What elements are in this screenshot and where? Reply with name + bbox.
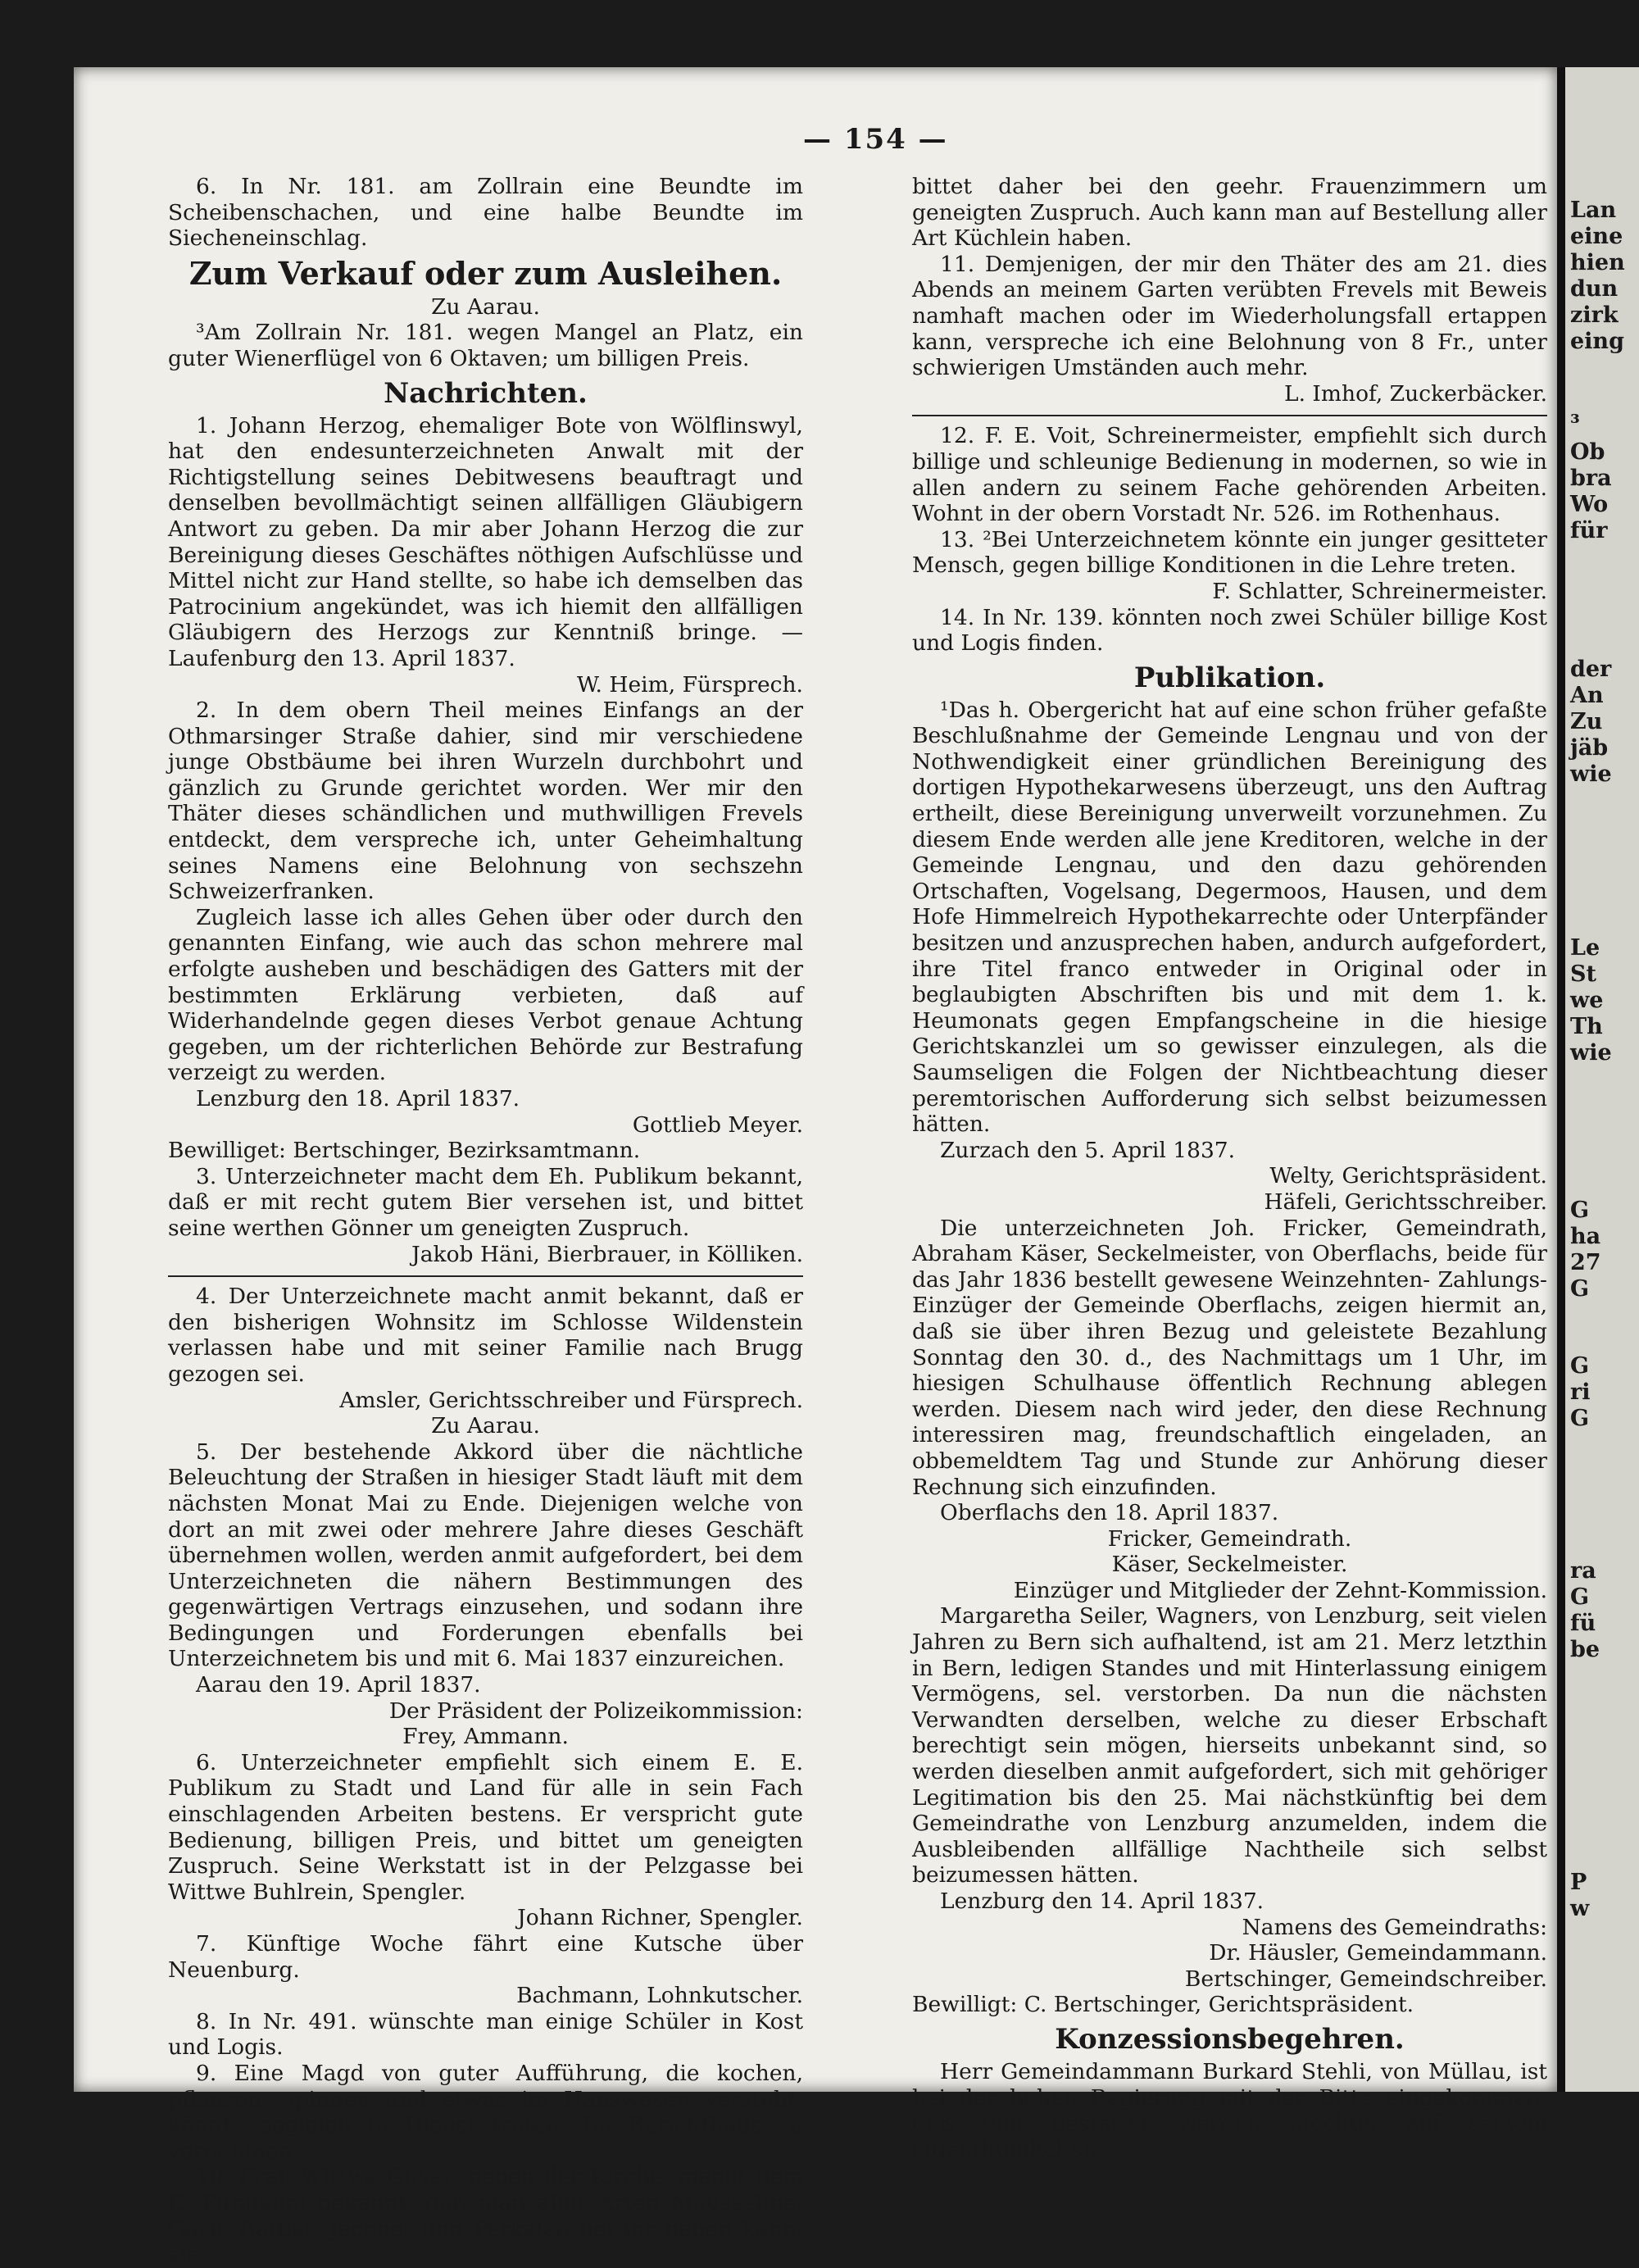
notice-1-signature: W. Heim, Fürsprech.	[576, 671, 803, 698]
notice-10-continued: bittet daher bei den geehr. Frauenzimmern um geneigten Zuspruch. Auch kann man auf Bestellung aller Art Küchlein haben.	[912, 174, 1547, 252]
fragment: G	[1570, 1584, 1590, 1610]
notice-2-date: Lenzburg den 18. April 1837.	[196, 1086, 520, 1111]
fragment: w	[1570, 1896, 1590, 1921]
heading-concession: Konzessionsbegehren.	[1055, 2022, 1405, 2056]
fragment: Lan	[1570, 198, 1617, 223]
fragment: P	[1570, 1870, 1587, 1895]
fragment: zirk	[1570, 302, 1619, 328]
fragment: An	[1570, 683, 1604, 708]
notice-12: 12. F. E. Voit, Schreinermeister, empfiehlt sich durch billige und schleunige Bedienung in modernen, so wie in allen andern zu seinem Fache gehörenden Arbeiten. Wohnt in der obern Vorstadt Nr. 526. im Rothenhaus.	[912, 423, 1547, 527]
divider	[168, 1275, 803, 1277]
fragment: G	[1570, 1406, 1590, 1431]
fragment: be	[1570, 1637, 1600, 1662]
fragment: dun	[1570, 276, 1619, 302]
seiler-signature-1: Namens des Gemeindraths:	[1242, 1914, 1547, 1940]
publication-signature-2: Häfeli, Gerichtsschreiber.	[1264, 1189, 1547, 1215]
fragment: ³	[1570, 411, 1580, 436]
page-gutter	[1557, 67, 1565, 2092]
sale-notice: ³Am Zollrain Nr. 181. wegen Mangel an Platz, ein guter Wienerflügel von 6 Oktaven; um billigen Preis.	[168, 320, 803, 371]
notice-10: 10. Frau Wittwe Guyer, neben der Kirche, macht dem E. Publikum bekannt, daß man aller Arten Mousseline, Gaze, Battist, Jaconet und Perkalen bei ihr haben kann, sie	[168, 2164, 803, 2268]
fricker-date: Oberflachs den 18. April 1837.	[940, 1500, 1279, 1526]
place-aarau: Zu Aarau.	[431, 293, 540, 320]
notice-8: 8. In Nr. 491. wünschte man einige Schüler in Kost und Logis.	[168, 2008, 803, 2061]
fragment: Zu	[1570, 709, 1603, 734]
fragment: für	[1570, 518, 1608, 543]
fragment: ha	[1570, 1224, 1601, 1249]
fragment: eine	[1570, 224, 1623, 249]
fragment: wie	[1570, 1040, 1612, 1066]
notice-13: 13. ²Bei Unterzeichnetem könnte ein junger gesitteter Mensch, gegen billige Konditionen in die Lehre treten.	[912, 526, 1547, 579]
fricker-signature-1: Fricker, Gemeindrath.	[1107, 1525, 1352, 1552]
notice-7-signature: Bachmann, Lohnkutscher.	[516, 1983, 803, 2009]
notice-5-date: Aarau den 19. April 1837.	[196, 1672, 481, 1698]
place-aarau-2: Zu Aarau.	[431, 1413, 540, 1439]
seiler-signature-2: Dr. Häusler, Gemeindammann.	[1209, 1940, 1547, 1966]
fragment: 27	[1570, 1250, 1601, 1275]
notice-7: 7. Künftige Woche fährt eine Kutsche über Neuenburg.	[168, 1931, 803, 1983]
right-column	[912, 174, 1547, 2162]
fragment: St	[1570, 961, 1596, 987]
fragment: eing	[1570, 329, 1624, 354]
notice-2-approval: Bewilliget: Bertschinger, Bezirksamtmann.	[168, 1138, 641, 1164]
notice-6-signature: Johann Richner, Spengler.	[517, 1905, 803, 1931]
heading-publication: Publikation.	[1133, 661, 1326, 694]
notice-11: 11. Demjenigen, der mir den Thäter des am 21. dies Abends an meinem Garten verübten Frevels mit Beweis namhaft machen oder im Wiederholungsfall ertappen kann, verspreche ich eine Belohnung von 8 Fr., unter schwierigen Umständen auch mehr.	[912, 251, 1547, 381]
next-page-edge	[1565, 67, 1639, 2092]
fragment: ri	[1570, 1379, 1591, 1405]
fragment: ra	[1570, 1558, 1596, 1584]
notice-13-signature: F. Schlatter, Schreinermeister.	[1212, 578, 1547, 604]
left-column	[168, 174, 803, 2268]
publication-text: ¹Das h. Obergericht hat auf eine schon früher gefaßte Beschlußnahme der Gemeinde Lengnau und von der Nothwendigkeit einer gründlichen Bereinigung des dortigen Hypothekarwesens überzeugt, uns den Auftrag ertheilt, diese Bereinigung unverweilt vorzunehmen. Zu diesem Ende werden alle jene Kreditoren, welche in der Gemeinde Lengnau, und den dazu gehörenden Ortschaften, Vogelsang, Degermoos, Hausen, und dem Hofe Himmelreich Hypothekarrechte oder Unterpfänder besitzen und anzusprechen haben, andurch aufgefordert, ihre Titel franco entweder in Original oder in beglaubigten Abschriften bis und mit dem 1. k. Heumonats gegen Empfangscheine in die hiesige Gerichtskanzlei um so gewisser einzulegen, als die Saumseligen die Folgen der Nichtbeachtung dieser peremtorischen Aufforderung sich selbst beizumessen hätten.	[912, 697, 1547, 1138]
fragment: Th	[1570, 1014, 1603, 1039]
notice-2-continued: Zugleich lasse ich alles Gehen über oder durch den genannten Einfang, wie auch das schon mehrere mal erfolgte ausheben und beschädigen des Gatters mit der bestimmten Erklärung verbieten, daß auf Widerhandelnde gegen dieses Verbot genaue Achtung gegeben, um der richterlichen Behörde zur Bestrafung verzeigt zu werden.	[168, 904, 803, 1086]
notice-5-signature-name: Frey, Ammann.	[402, 1724, 569, 1750]
fragment: we	[1570, 988, 1604, 1013]
fragment: wie	[1570, 761, 1612, 787]
heading-news: Nachrichten.	[384, 376, 588, 410]
seiler-notice: Margaretha Seiler, Wagners, von Lenzburg, seit vielen Jahren zu Bern sich aufhaltend, ist am 21. Merz letzthin in Bern, ledigen Standes und mit Hinterlassung einigem Vermögens, sel. verstorben. Da nun die nächsten Verwandten derselben, welche zu dieser Erbschaft berechtigt sein mögen, hierseits unbekannt sind, so werden dieselben anmit aufgefordert, sich mit gehöriger Legitimation bis den 25. Mai nächstkünftig bei dem Gemeindrathe von Lenzburg anzumelden, indem die Ausbleibenden allfällige Nachtheile sich selbst beizumessen hätten.	[912, 1603, 1547, 1888]
notice-14: 14. In Nr. 139. könnten noch zwei Schüler billige Kost und Logis finden.	[912, 604, 1547, 657]
notice-3-signature: Jakob Häni, Bierbrauer, in Kölliken.	[411, 1241, 803, 1267]
notice-4-signature: Amsler, Gerichtsschreiber und Fürsprech.	[339, 1387, 803, 1413]
notice-3: 3. Unterzeichneter macht dem Eh. Publikum bekannt, daß er mit recht gutem Bier versehen ist, und bittet seine werthen Gönner um geneigten Zuspruch.	[168, 1163, 803, 1241]
page-number: — 154 —	[803, 123, 948, 156]
fragment: fü	[1570, 1611, 1596, 1636]
fricker-signature-3: Einzüger und Mitglieder der Zehnt-Kommission.	[1013, 1577, 1547, 1603]
fragment: Ob	[1570, 439, 1605, 465]
notice-9: 9. Eine Magd von guter Aufführung, die kochen, pflanzen, spinnen und etwas im Hauswesen versteht, könnte sogleich in Dienst treten. Im Berichthaus zu vernehmen.	[168, 2060, 803, 2164]
fricker-notice: Die unterzeichneten Joh. Fricker, Gemeindrath, Abraham Käser, Seckelmeister, von Oberflachs, beide für das Jahr 1836 bestellt gewesene Weinzehnten- Zahlungs- Einzüger der Gemeinde Oberflachs, zeigen hiermit an, daß sie über ihren Bezug und geleistete Bezahlung Sonntag den 30. d., des Nachmittags um 1 Uhr, im hiesigen Schulhause öffentlich Rechnung ablegen werden. Diesem nach wird jeder, den diese Rechnung interessiren mag, freundschaftlich eingeladen, an obbemeldtem Tag und Stunde zur Anhörung dieser Rechnung sich einzufinden.	[912, 1215, 1547, 1500]
fragment: jäb	[1570, 735, 1609, 761]
notice-6: 6. Unterzeichneter empfiehlt sich einem E. E. Publikum zu Stadt und Land für alle in sein Fach einschlagenden Arbeiten bestens. Er verspricht gute Bedienung, billigen Preis, und bittet um geneigten Zuspruch. Seine Werkstatt ist in der Pelzgasse bei Wittwe Buhlrein, Spengler.	[168, 1749, 803, 1905]
divider	[912, 415, 1547, 416]
fricker-signature-2: Käser, Seckelmeister.	[1111, 1552, 1348, 1578]
seiler-signature-3: Bertschinger, Gemeindschreiber.	[1184, 1966, 1547, 1992]
fragment: bra	[1570, 466, 1612, 491]
notice-5-signature-title: Der Präsident der Polizeikommission:	[388, 1698, 803, 1724]
notice-11-signature: L. Imhof, Zuckerbäcker.	[1283, 380, 1547, 407]
heading-sale: Zum Verkauf oder zum Ausleihen.	[188, 254, 783, 292]
fragment: Le	[1570, 935, 1600, 961]
notice-5: 5. Der bestehende Akkord über die nächtliche Beleuchtung der Straßen in hiesiger Stadt läuft mit dem nächsten Monat Mai zu Ende. Diejenigen welche von dort an mit zwei oder mehrere Jahre dieses Geschäft übernehmen wollen, werden anmit aufgefordert, bei dem Unterzeichneten die nähern Bestimmungen des gegenwärtigen Vertrags einzusehen, und sodann ihre Bedingungen und Forderungen ebenfalls bei Unterzeichnetem bis und mit 6. Mai 1837 einzureichen.	[168, 1439, 803, 1672]
notice-6-land: 6. In Nr. 181. am Zollrain eine Beundte im Scheibenschachen, und eine halbe Beundte im Siecheneinschlag.	[168, 174, 803, 252]
notice-1: 1. Johann Herzog, ehemaliger Bote von Wölflinswyl, hat den endesunterzeichneten Anwalt mit der Richtigstellung seines Debitwesens beauftragt und denselben bevollmächtigt seinen allfälligen Gläubigern Antwort zu geben. Da mir aber Johann Herzog die zur Bereinigung dieses Geschäftes nöthigen Aufschlüsse und Mittel nicht zur Hand stellte, so habe ich demselben das Patrocinium angekündet, was ich hiemit den allfälligen Gläubigern des Herzogs zur Kenntniß bringe. — Laufenburg den 13. April 1837.	[168, 412, 803, 671]
publication-signature-1: Welty, Gerichtspräsident.	[1269, 1163, 1547, 1189]
notice-2-signature: Gottlieb Meyer.	[632, 1111, 803, 1138]
fragment: G	[1570, 1276, 1590, 1302]
fragment: der	[1570, 657, 1612, 682]
fragment: Wo	[1570, 492, 1609, 517]
seiler-date: Lenzburg den 14. April 1837.	[940, 1888, 1264, 1914]
seiler-approval: Bewilligt: C. Bertschinger, Gerichtspräsident.	[912, 1992, 1414, 2018]
notice-4: 4. Der Unterzeichnete macht anmit bekannt, daß er den bisherigen Wohnsitz im Schlosse Wildenstein verlassen habe und mit seiner Familie nach Brugg gezogen sei.	[168, 1284, 803, 1387]
fragment: G	[1570, 1353, 1590, 1379]
notice-2: 2. In dem obern Theil meines Einfangs an der Othmarsinger Straße dahier, sind mir verschiedene junge Obstbäume bei ihren Wurzeln durchbohrt und gänzlich zu Grunde gerichtet worden. Wer mir den Thäter dieses schändlichen und muthwilligen Frevels entdeckt, dem verspreche ich, unter Geheimhaltung seines Namens eine Belohnung von sechszehn Schweizerfranken.	[168, 698, 803, 905]
publication-date: Zurzach den 5. April 1837.	[940, 1137, 1236, 1163]
fragment: hien	[1570, 250, 1625, 275]
fragment: G	[1570, 1198, 1590, 1223]
concession-text: Herr Gemeindammann Burkard Stehli, von Müllau, ist bei der hohen Regierung mit der Bitte eingekommen, daß ihm gestattet werden möchte, auf seinem eigenthümlichen	[912, 2058, 1547, 2162]
